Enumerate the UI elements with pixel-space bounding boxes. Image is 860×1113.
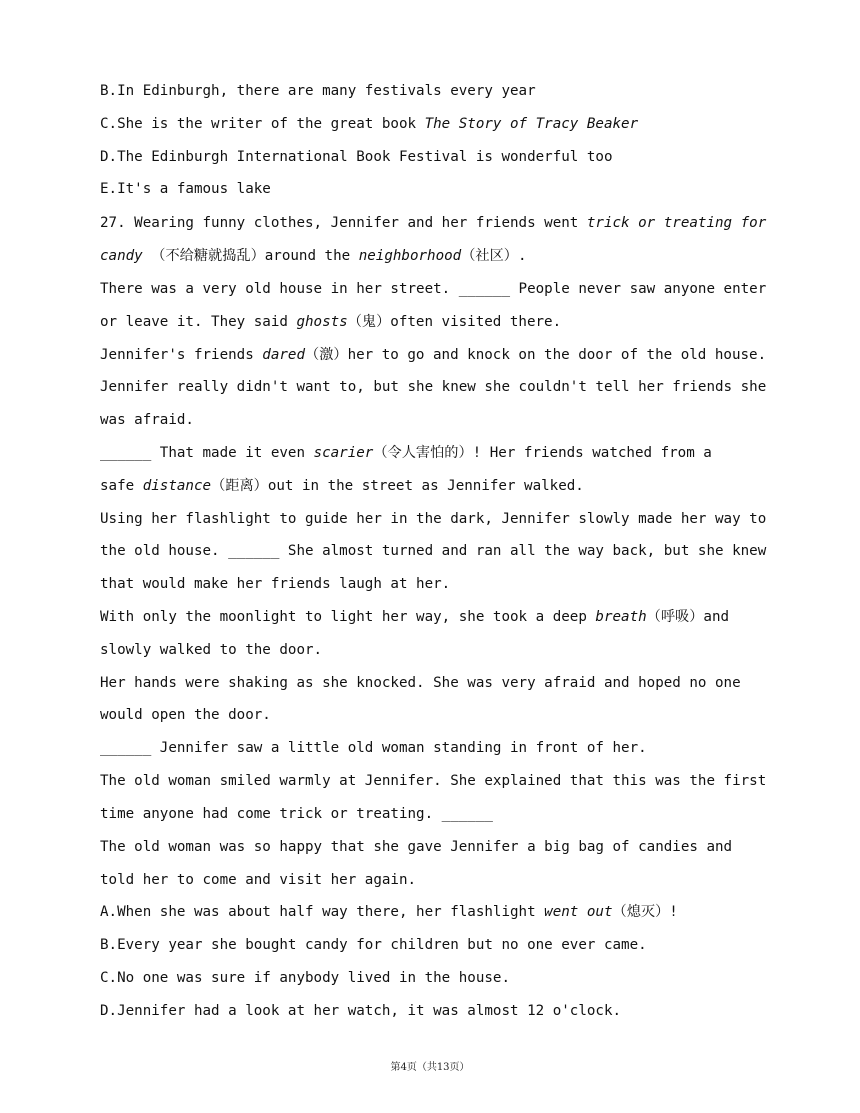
text-segment: the old house. ______ She almost turned and ran all the way back, but she knew (100, 543, 767, 559)
text-segment: （令人害怕的）! Her friends watched from a (373, 445, 712, 461)
text-segment: ______ Jennifer saw a little old woman standing in front of her. (100, 740, 647, 756)
italic-term: scarier (313, 445, 374, 461)
text-line (100, 771, 766, 791)
text-line (100, 804, 493, 824)
text-line (100, 377, 766, 397)
text-segment: Jennifer's friends (100, 347, 263, 363)
text-line (100, 279, 766, 299)
text-segment: Using her flashlight to guide her in the dark, Jennifer slowly made her way to (100, 511, 767, 527)
page-footer: 第4页（共13页） (390, 1062, 470, 1073)
text-segment: （不给糖就捣乱）around the (142, 248, 359, 264)
text-line (100, 574, 450, 594)
text-segment: E.It's a famous lake (100, 181, 271, 197)
text-line (100, 312, 561, 332)
text-line (100, 870, 416, 890)
text-segment: ______ That made it even (100, 445, 314, 461)
text-segment: D.Jennifer had a look at her watch, it was almost 12 o'clock. (100, 1003, 622, 1019)
text-line (100, 640, 322, 660)
text-line (100, 179, 271, 199)
text-line (100, 1001, 621, 1021)
text-segment: （熄灭）! (612, 904, 678, 920)
text-segment: D.The Edinburgh International Book Festival is wonderful too (100, 149, 613, 165)
text-line (100, 541, 766, 561)
italic-term: trick or treating for (586, 215, 767, 231)
text-segment: （激）her to go and knock on the door of the old house. (305, 347, 767, 363)
italic-term: candy (100, 248, 143, 264)
text-segment: Jennifer really didn't want to, but she knew she couldn't tell her friends she (100, 379, 767, 395)
italic-term: The Story of Tracy Beaker (424, 116, 639, 132)
text-line (100, 705, 271, 725)
text-line (100, 443, 712, 463)
text-segment: time anyone had come trick or treating. ______ (100, 806, 493, 822)
text-segment: would open the door. (100, 707, 271, 723)
text-segment: C.No one was sure if anybody lived in the house. (100, 970, 510, 986)
text-segment: safe (100, 478, 143, 494)
text-segment: （社区）. (461, 248, 527, 264)
italic-term: neighborhood (358, 248, 462, 264)
text-segment: With only the moonlight to light her way, she took a deep (100, 609, 596, 625)
italic-term: dared (262, 347, 306, 363)
text-line (100, 837, 732, 857)
text-segment: C.She is the writer of the great book (100, 116, 425, 132)
text-line (100, 213, 766, 233)
text-segment: that would make her friends laugh at her. (100, 576, 451, 592)
text-segment: The old woman smiled warmly at Jennifer. She explained that this was the first (100, 773, 767, 789)
text-line (100, 81, 536, 101)
text-segment: The old woman was so happy that she gave Jennifer a big bag of candies and (100, 839, 733, 855)
text-segment: told her to come and visit her again. (100, 872, 417, 888)
italic-term: distance (142, 478, 212, 494)
text-segment: B.Every year she bought candy for children but no one ever came. (100, 937, 647, 953)
text-line (100, 246, 527, 266)
text-segment: or leave it. They said (100, 314, 297, 330)
text-line (100, 509, 766, 529)
italic-term: breath (595, 609, 647, 625)
text-line (100, 147, 613, 167)
text-line (100, 410, 194, 430)
text-line (100, 673, 741, 693)
text-line (100, 476, 584, 496)
text-line (100, 345, 766, 365)
text-segment: （距离）out in the street as Jennifer walked. (211, 478, 584, 494)
text-segment: B.In Edinburgh, there are many festivals every year (100, 83, 536, 99)
text-segment: Her hands were shaking as she knocked. She was very afraid and hoped no one (100, 675, 741, 691)
text-line (100, 935, 647, 955)
text-segment: （鬼）often visited there. (347, 314, 562, 330)
text-segment: slowly walked to the door. (100, 642, 323, 658)
text-line (100, 607, 729, 627)
italic-term: ghosts (296, 314, 348, 330)
text-segment: was afraid. (100, 412, 194, 428)
text-segment: （呼吸）and (646, 609, 730, 625)
text-line (100, 738, 647, 758)
text-segment: 27. Wearing funny clothes, Jennifer and her friends went (100, 215, 587, 231)
text-line (100, 902, 678, 922)
text-segment: A.When she was about half way there, her flashlight (100, 904, 545, 920)
italic-term: went out (544, 904, 613, 920)
text-line (100, 114, 638, 134)
text-line (100, 968, 510, 988)
text-segment: There was a very old house in her street. ______ People never saw anyone enter (100, 281, 767, 297)
